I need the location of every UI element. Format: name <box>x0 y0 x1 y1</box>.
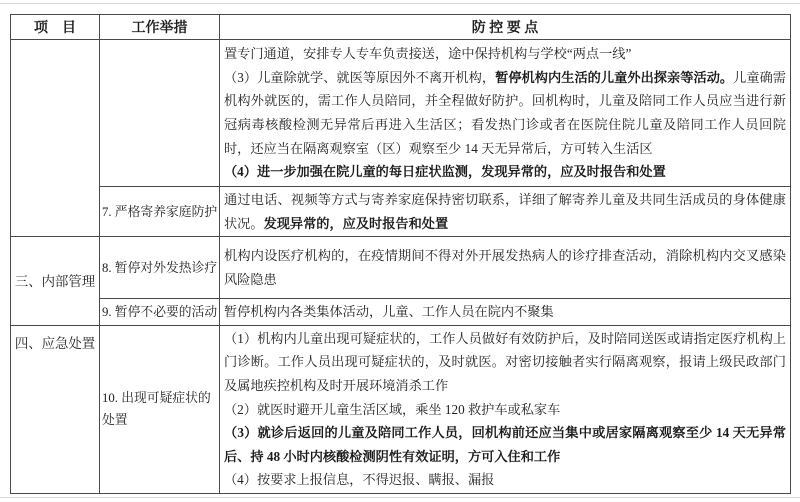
body-text: 机构内设医疗机构的，在疫情期间不得对外开展发热病人的诊疗排查活动，消除机构内交叉感染风险隐患 <box>224 248 786 287</box>
table-row <box>11 40 791 187</box>
points-paragraph <box>224 300 786 324</box>
points-cell <box>220 299 791 326</box>
body-text: （1）机构内儿童出现可疑症状的，工作人员做好有效防护后，及时陪同送医或请指定医疗机构上门诊断。工作人员出现可疑症状的，及时就医。对密切接触者实行隔离观察，报请上级民政部门及属地疾控机构及时开展环境消杀工作 <box>224 330 786 393</box>
measure-cell: 9. 暂停不必要的活动 <box>100 299 220 326</box>
prevention-table <box>10 14 791 494</box>
body-text: 暂停机构内各类集体活动，儿童、工作人员在院内不聚集 <box>224 304 554 320</box>
body-text: 置专门通道，安排专人专车负责接送，途中保持机构与学校“两点一线” <box>224 46 632 62</box>
points-paragraph <box>224 66 786 160</box>
table-row <box>11 299 791 326</box>
points-paragraph <box>224 244 786 291</box>
emphasis-text: 暂停机构内生活的儿童外出探亲等活动。 <box>495 69 734 85</box>
page-separator-top <box>0 3 800 4</box>
points-paragraph <box>224 398 786 422</box>
points-paragraph <box>224 421 786 468</box>
project-cell <box>11 40 100 237</box>
table-row <box>11 325 791 493</box>
project-cell: 四、应急处置 <box>11 325 100 493</box>
body-text: （4）按要求上报信息，不得迟报、瞒报、漏报 <box>224 472 495 488</box>
points-paragraph <box>224 188 786 235</box>
emphasis-text: 发现异常的，应及时报告和处置 <box>263 215 449 231</box>
points-paragraph <box>224 160 786 184</box>
table-row <box>11 237 791 299</box>
table-header <box>11 15 791 40</box>
emphasis-text: （3）就诊后返回的儿童及陪同工作人员，回机构前还应当集中或居家隔离观察至少 14 天无异常后、持 48 小时内核酸检测阴性有效证明，方可入住和工作 <box>224 425 786 464</box>
emphasis-text: （4）进一步加强在院儿童的每日症状监测，发现异常的，应及时报告和处置 <box>224 164 666 180</box>
points-cell <box>220 325 791 493</box>
measure-cell: 10. 出现可疑症状的处置 <box>100 325 220 493</box>
points-paragraph <box>224 327 786 398</box>
body-text: （2）就医时避开儿童生活区域，乘坐 120 救护车或私家车 <box>224 401 561 417</box>
points-paragraph <box>224 468 786 492</box>
measure-cell <box>100 40 220 187</box>
body-text: （3）儿童除就学、就医等原因外不离开机构， <box>224 69 496 85</box>
table-body <box>11 40 791 494</box>
project-cell: 三、内部管理 <box>11 237 100 326</box>
header-row <box>11 15 791 40</box>
header-measures: 工作举措 <box>100 15 220 40</box>
measure-cell: 8. 暂停对外发热诊疗 <box>100 237 220 299</box>
header-points: 防 控 要 点 <box>220 15 791 40</box>
header-project: 项 目 <box>11 15 100 40</box>
points-cell <box>220 187 791 237</box>
points-cell <box>220 237 791 299</box>
body-text: 通过电话、视频等方式与寄养家庭保持密切联系，详细了解寄养儿童及共同生活成员的身体健康状况。 <box>224 192 786 231</box>
page-separator-bottom <box>0 497 800 498</box>
table-row <box>11 187 791 237</box>
body-text: 儿童确需机构外就医的，需工作人员陪同，并全程做好防护。回机构时，儿童及陪同工作人员应当进行新冠病毒核酸检测无异常后再进入生活区；看发热门诊或者在医院住院儿童及陪同工作人员回院时，还应当在隔离观察室（区）观察至少 14 天无异常后，方可转入生活区 <box>224 69 786 156</box>
measure-cell: 7. 严格寄养家庭防护 <box>100 187 220 237</box>
points-paragraph <box>224 42 786 66</box>
points-cell <box>220 40 791 187</box>
